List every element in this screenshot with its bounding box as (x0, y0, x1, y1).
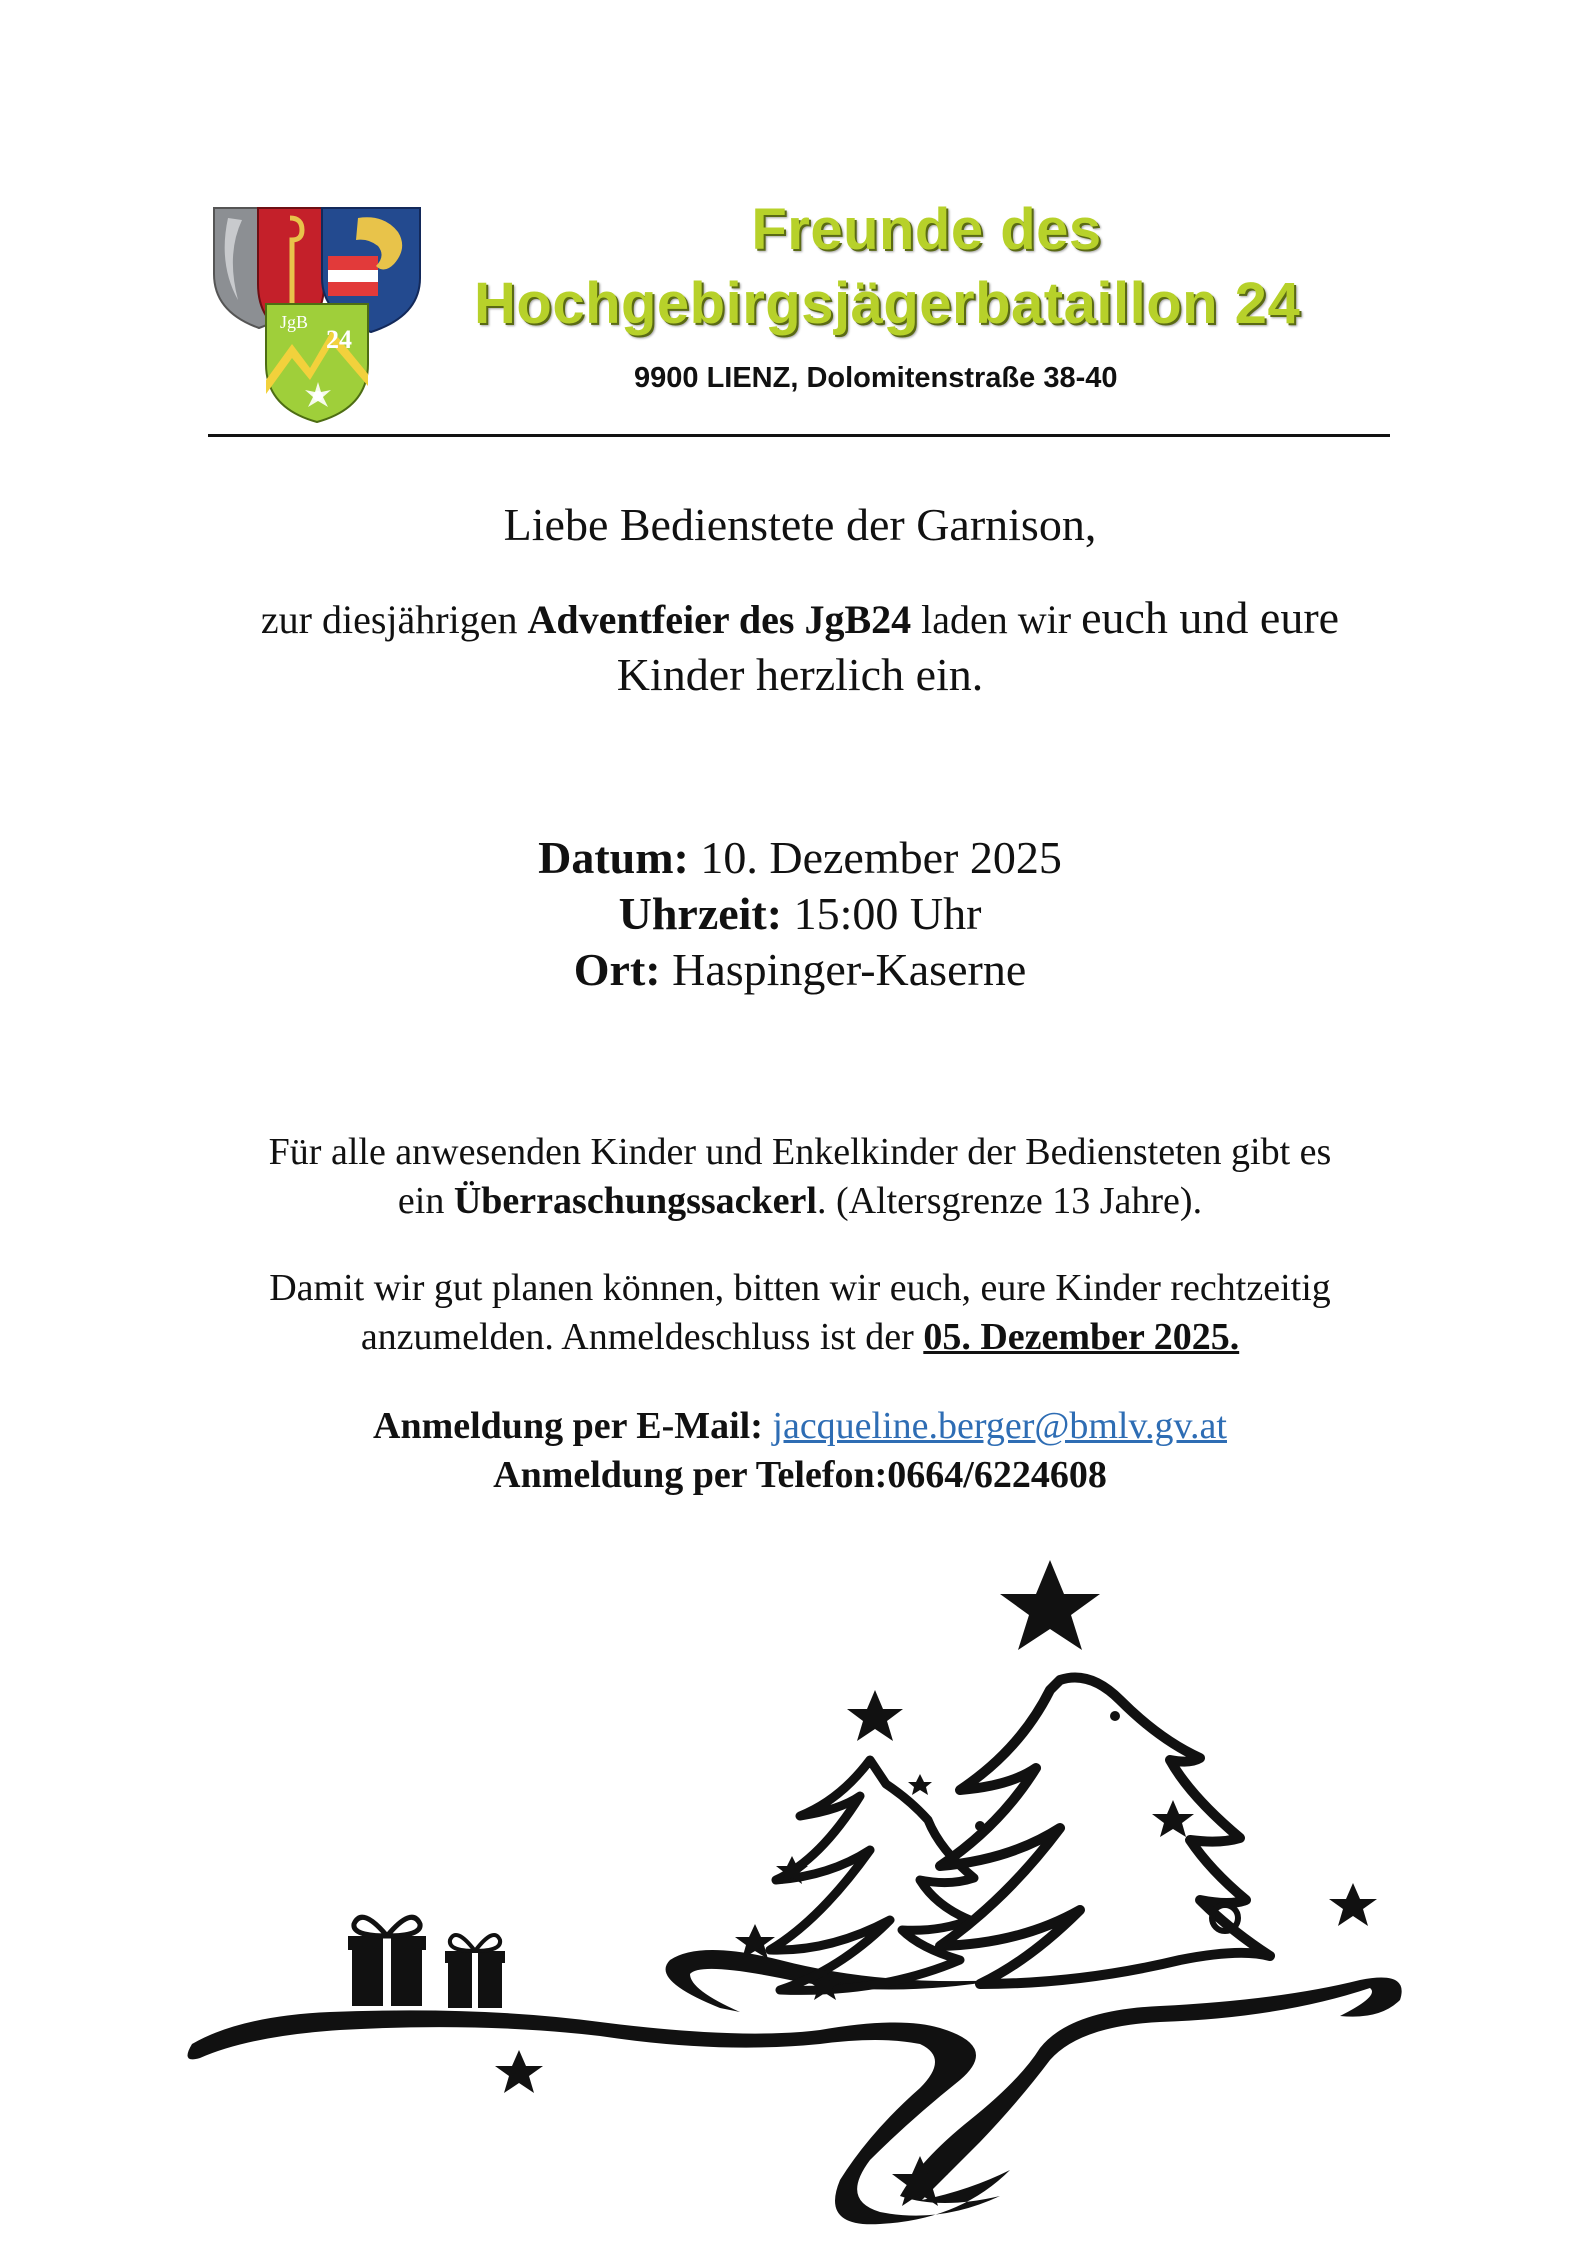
gift-paragraph (140, 1128, 1460, 1226)
org-title-line2: Hochgebirgsjägerbataillon 24 (474, 271, 1301, 336)
invitation-line1 (140, 590, 1460, 647)
email-link[interactable]: jacqueline.berger@bmlv.gv.at (772, 1405, 1227, 1447)
gift-box-icon (445, 1935, 505, 2008)
invite-mid: laden wir (911, 597, 1082, 642)
gift-box-icon (348, 1917, 426, 2006)
gift-paragraph-line2 (140, 1177, 1460, 1226)
gift-name: Überraschungssackerl (453, 1180, 817, 1222)
crest-text-jgb: JgB (280, 312, 309, 332)
date-row (140, 830, 1460, 886)
phone-row (140, 1451, 1460, 1500)
time-label: Uhrzeit: (618, 888, 783, 939)
gift-post: . (Altersgrenze 13 Jahre). (816, 1180, 1203, 1222)
registration-line1: Damit wir gut planen können, bitten wir euch, eure Kinder rechtzeitig (269, 1267, 1331, 1309)
star-icon (1329, 1883, 1377, 1926)
phone-number: 0664/6224608 (887, 1454, 1107, 1496)
invitation-line2: Kinder herzlich ein. (616, 649, 984, 700)
invite-pre: zur diesjährigen (260, 597, 528, 642)
greeting: Liebe Bedienstete der Garnison, (503, 499, 1097, 550)
place-label: Ort: (573, 944, 661, 995)
christmas-tree-icon (770, 1760, 974, 1990)
date-label: Datum: (538, 832, 689, 883)
email-row (140, 1402, 1460, 1451)
registration-line2 (140, 1313, 1460, 1362)
star-icon (1000, 1560, 1100, 1650)
event-name: Adventfeier des JgB24 (527, 597, 912, 642)
org-title-line1: Freunde des (751, 197, 1102, 262)
star-icon (1152, 1800, 1194, 1837)
christmas-tree-icon-large (940, 1678, 1270, 1985)
registration-paragraph (140, 1264, 1460, 1362)
header-divider (208, 434, 1390, 437)
crest-text-24: 24 (326, 325, 352, 354)
contact-block (140, 1402, 1460, 1500)
star-icon (908, 1774, 932, 1795)
christmas-decoration (180, 1560, 1420, 2240)
event-details (140, 830, 1460, 998)
place-value: Haspinger-Kaserne (660, 944, 1027, 995)
date-value: 10. Dezember 2025 (688, 832, 1062, 883)
gift-paragraph-line1: Für alle anwesenden Kinder und Enkelkinder der Bediensteten gibt es (268, 1131, 1332, 1173)
ribbon-swoosh (188, 1978, 1402, 2225)
star-icon (847, 1690, 903, 1741)
org-address: 9900 LIENZ, Dolomitenstraße 38-40 (634, 362, 1118, 394)
star-icon (495, 2050, 543, 2093)
invitation-text (140, 590, 1460, 702)
registration-deadline: 05. Dezember 2025. (923, 1316, 1240, 1358)
place-row (140, 942, 1460, 998)
invite-big: euch und eure (1081, 592, 1340, 643)
time-row (140, 886, 1460, 942)
gift-pre: ein (397, 1180, 454, 1222)
phone-label: Anmeldung per Telefon: (493, 1454, 888, 1496)
time-value: 15:00 Uhr (782, 888, 982, 939)
email-label: Anmeldung per E-Mail: (373, 1405, 773, 1447)
registration-pre: anzumelden. Anmeldeschluss ist der (360, 1316, 924, 1358)
